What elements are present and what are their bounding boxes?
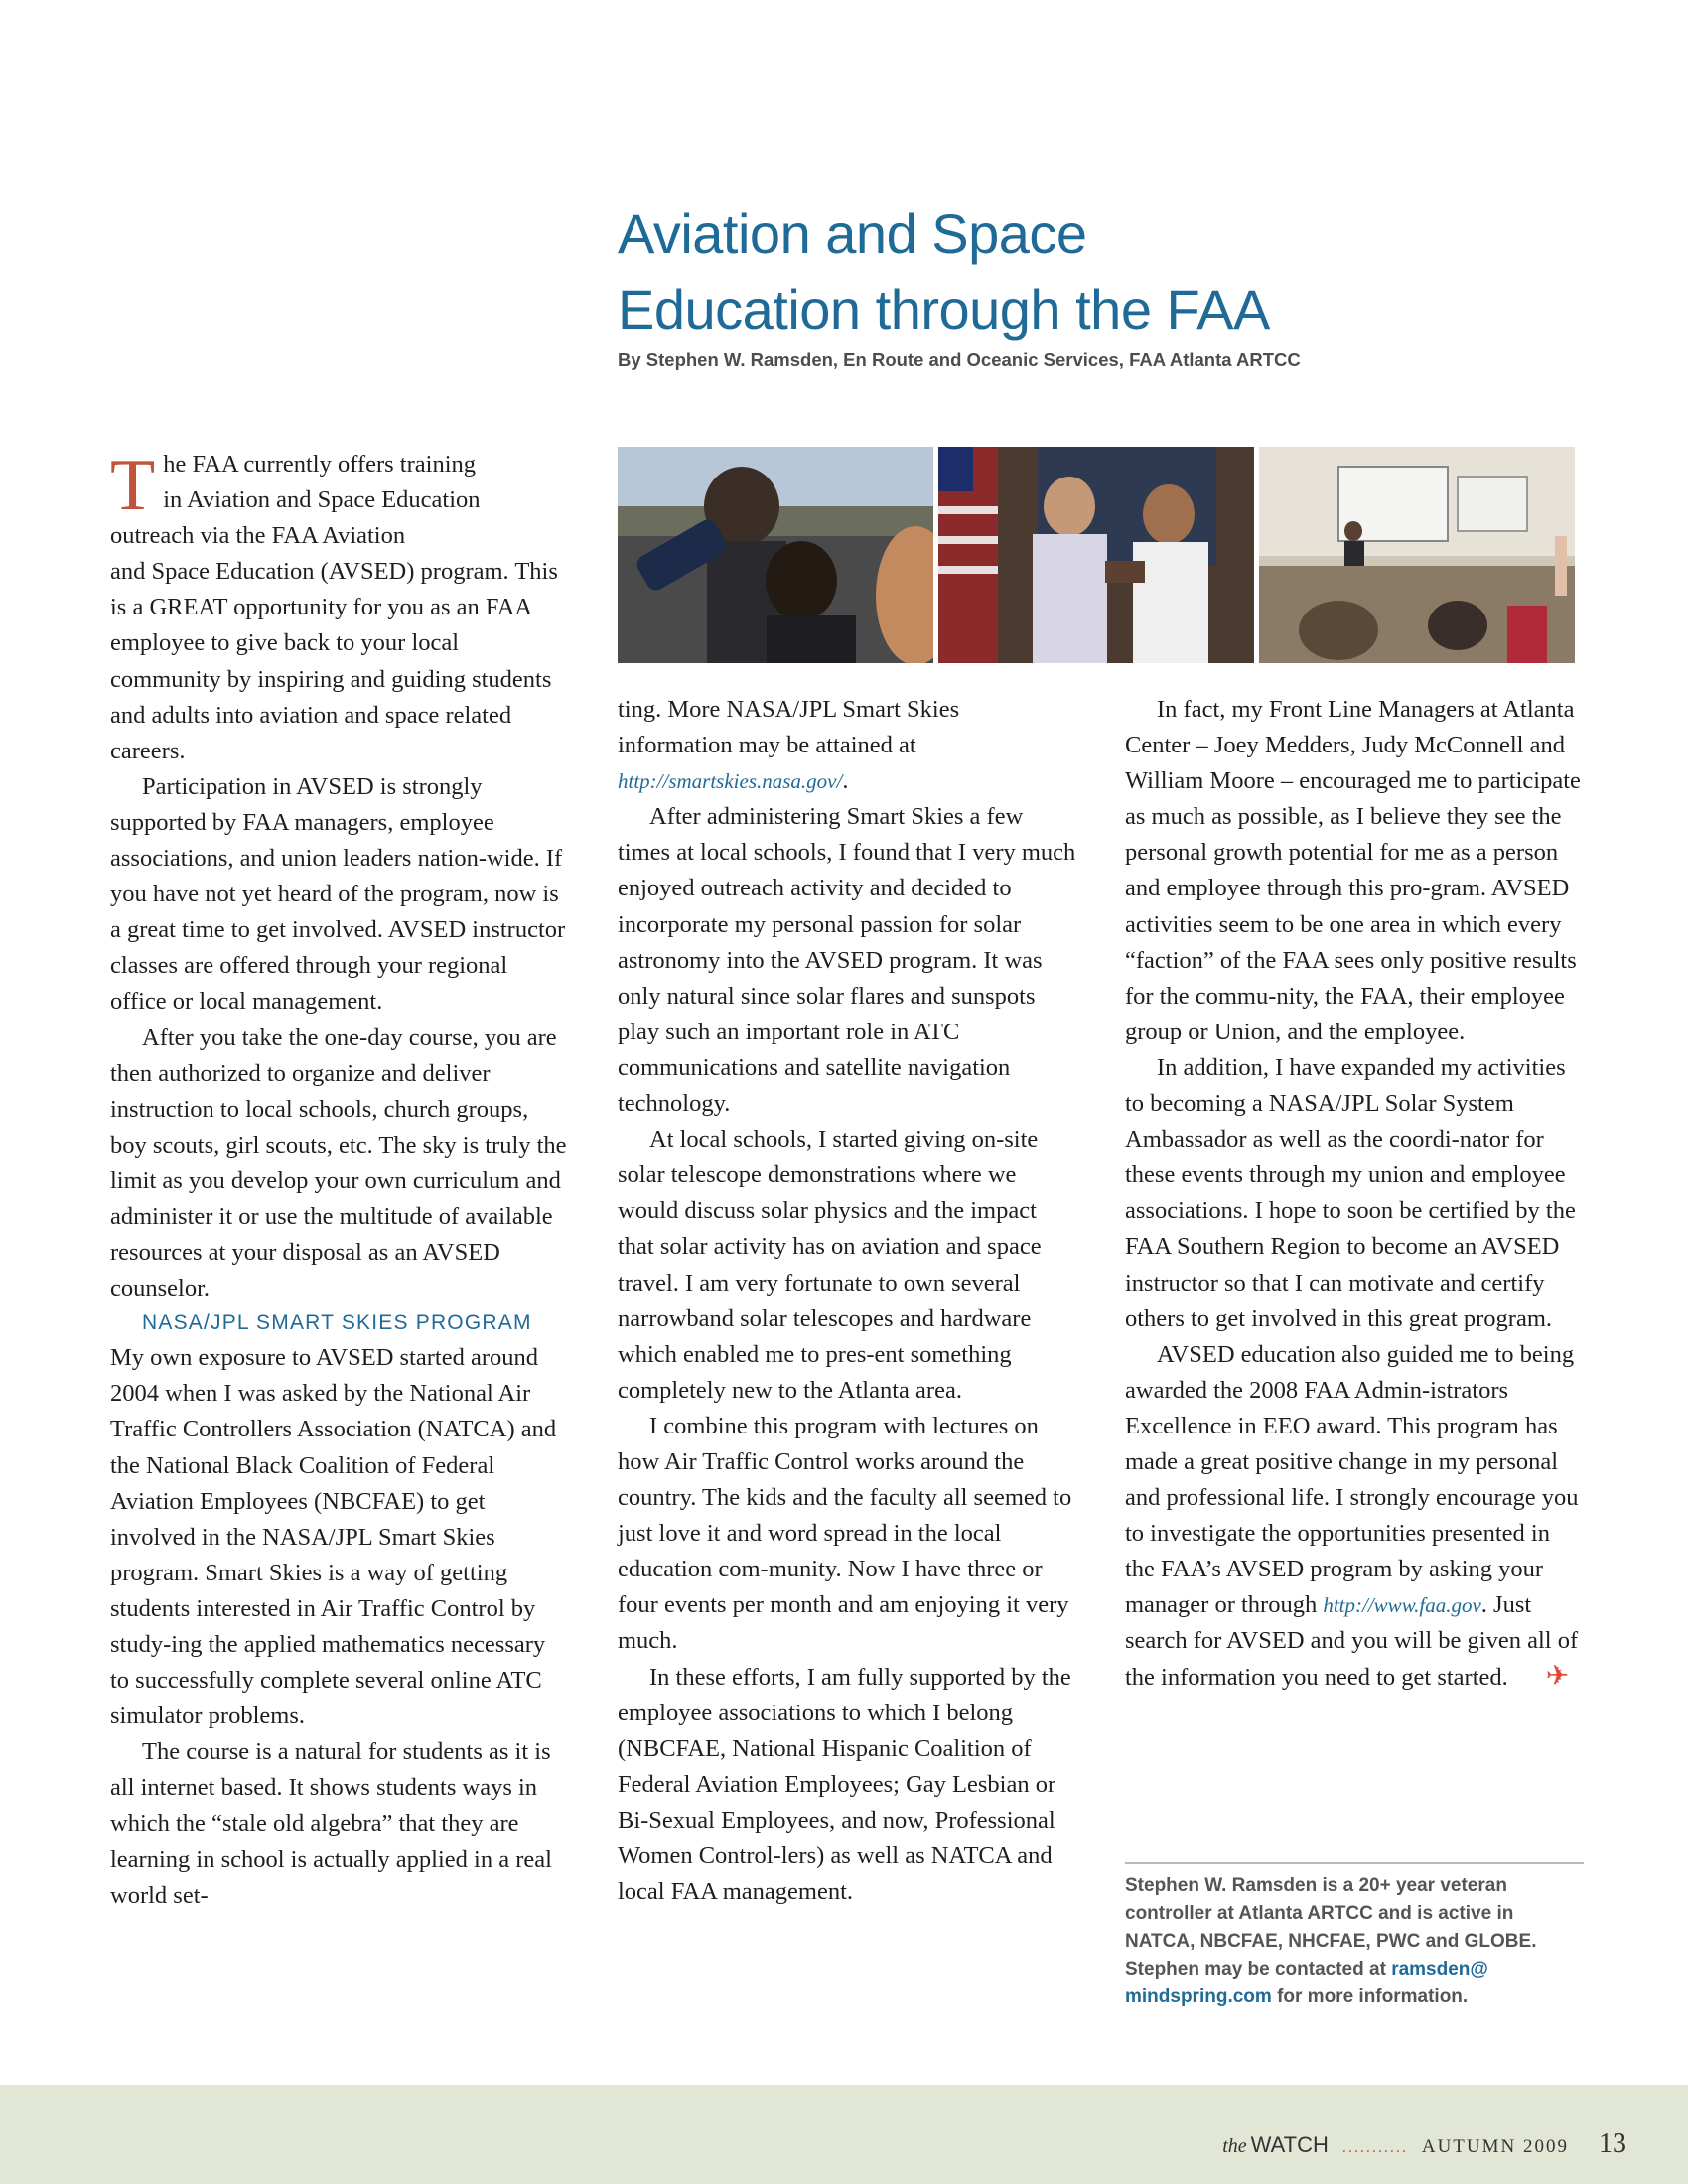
column-1 — [110, 447, 569, 1914]
title-line-1: Aviation and Space — [618, 203, 1087, 265]
title-line-2: Education through the FAA — [618, 278, 1270, 341]
paragraph: In these efforts, I am fully supported by the employee associations to which I belong (NBCFAE, National Hispanic Coalition of Federal Aviation Employees; Gay Lesbian or Bi-Sexual Employees, and now, Professional Women Control-lers) as well as NATCA and local FAA management. — [618, 1663, 1071, 1906]
bio-end: for more information. — [1277, 1986, 1469, 2007]
intro-paragraph — [110, 447, 569, 769]
footer-watch: WATCH — [1250, 2132, 1329, 2157]
classroom-photo — [1259, 447, 1575, 663]
paragraph: After administering Smart Skies a few times at local schools, I found that I very much enjoyed outreach activity and decided to incorporate my personal passion for solar astronomy into the AVSED program. It was only natural since solar flares and sunspots play such an important role in ATC communications and satellite navigation technology. — [618, 803, 1076, 1118]
footer-band — [0, 2085, 1688, 2184]
intro-rest: and Space Education (AVSED) program. This is a GREAT opportunity for you as an FAA employee to give back to your local community by inspiring and guiding students and adults into aviation and space related careers. — [110, 558, 558, 764]
intro-line-3: outreach via the FAA Aviation — [110, 522, 406, 550]
drop-cap: T — [110, 445, 156, 526]
byline: By Stephen W. Ramsden, En Route and Oceanic Services, FAA Atlanta ARTCC — [618, 349, 1301, 370]
intro-line-1: he FAA currently offers training — [163, 451, 476, 478]
paragraph — [1125, 1337, 1584, 1696]
paragraph-text: ting. More NASA/JPL Smart Skies information may be attained at — [618, 696, 960, 759]
column-2 — [618, 692, 1076, 1910]
paragraph-end: . Just search for AVSED and you will be given all of the information you need to get started. — [1125, 1591, 1579, 1691]
paragraph: My own exposure to AVSED started around 2004 when I was asked by the National Air Traffic Controllers Association (NATCA) and the National Black Coalition of Federal Aviation Employees (NBCFAE) to get involved in the NASA/JPL Smart Skies program. Smart Skies is a way of getting students interested in Air Traffic Control by study-ing the applied mathematics necessary to successfully complete several online ATC simulator problems. — [110, 1344, 557, 1730]
award-photo — [938, 447, 1254, 663]
paragraph-end: . — [842, 767, 849, 795]
section-heading: NASA/JPL SMART SKIES PROGRAM — [142, 1311, 532, 1335]
paragraph: In addition, I have expanded my activities to becoming a NASA/JPL Solar System Ambassador as well as the coordi-nator for these events through my union and employee associations. I hope to soon be certified by the FAA Southern Region to become an AVSED instructor so that I can motivate and certify others to get involved in this great program. — [1125, 1053, 1576, 1332]
bio-text: Stephen W. Ramsden is a 20+ year veteran controller at Atlanta ARTCC and is active in NATCA, NBCFAE, NHCFAE, PWC and GLOBE. Stephen may be contacted at — [1125, 1875, 1537, 1979]
footer-dots: ........... — [1341, 2139, 1408, 2156]
footer-season: AUTUMN 2009 — [1421, 2136, 1569, 2157]
paragraph: After you take the one-day course, you are then authorized to organize and deliver instruction to local schools, church groups, boy scouts, girl scouts, etc. The sky is truly the limit as you develop your own curriculum and administer it or use the multitude of available resources at your disposal as an AVSED counselor. — [110, 1024, 567, 1302]
smartskies-link[interactable]: http://smartskies.nasa.gov/ — [618, 769, 843, 794]
faa-link[interactable]: http://www.faa.gov — [1323, 1593, 1481, 1618]
column-3 — [1125, 692, 1584, 1696]
author-bio — [1125, 1862, 1584, 2011]
paragraph — [618, 692, 1076, 799]
paragraph: Participation in AVSED is strongly supported by FAA managers, employee associations, and union leaders nation-wide. If you have not yet heard of the program, now is a great time to get involved. AVSED instructor classes are offered through your regional office or local management. — [110, 772, 566, 1016]
intro-line-2: in Aviation and Space Education — [163, 486, 481, 514]
paragraph: I combine this program with lectures on how Air Traffic Control works around the country. The kids and the faculty all seemed to just love it and word spread in the local education com-munity. Now I have three or four events per month and am enjoying it very much. — [618, 1412, 1072, 1655]
telescope-photo — [618, 447, 933, 663]
airplane-icon: ✈ — [1545, 1660, 1570, 1692]
paragraph: At local schools, I started giving on-site solar telescope demonstrations where we would discuss solar physics and the impact that solar activity has on aviation and space travel. I am very fortunate to own several narrowband solar telescopes and hardware which enabled me to pres-ent something completely new to the Atlanta area. — [618, 1126, 1042, 1404]
author-email-link[interactable]: ramsden@ mindspring.com — [1125, 1959, 1488, 2007]
footer-masthead — [1222, 2128, 1626, 2160]
page-number: 13 — [1599, 2128, 1626, 2159]
paragraph-text: AVSED education also guided me to being awarded the 2008 FAA Admin-istrators Excellence in EEO award. This program has made a great positive change in my personal and professional life. I strongly encourage you to investigate the opportunities presented in the FAA’s AVSED program by asking your manager or through — [1125, 1340, 1579, 1619]
footer-the: the — [1222, 2135, 1247, 2157]
paragraph: The course is a natural for students as it is all internet based. It shows students ways in which the “stale old algebra” that they are learning in school is actually applied in a real world set- — [110, 1738, 552, 1909]
article-title — [618, 197, 1611, 347]
paragraph: In fact, my Front Line Managers at Atlanta Center – Joey Medders, Judy McConnell and William Moore – encouraged me to participate as much as possible, as I believe they see the personal growth potential for me as a person and employee through this pro-gram. AVSED activities seem to be one area in which every “faction” of the FAA sees only positive results for the commu-nity, the FAA, their employee group or Union, and the employee. — [1125, 696, 1581, 1045]
